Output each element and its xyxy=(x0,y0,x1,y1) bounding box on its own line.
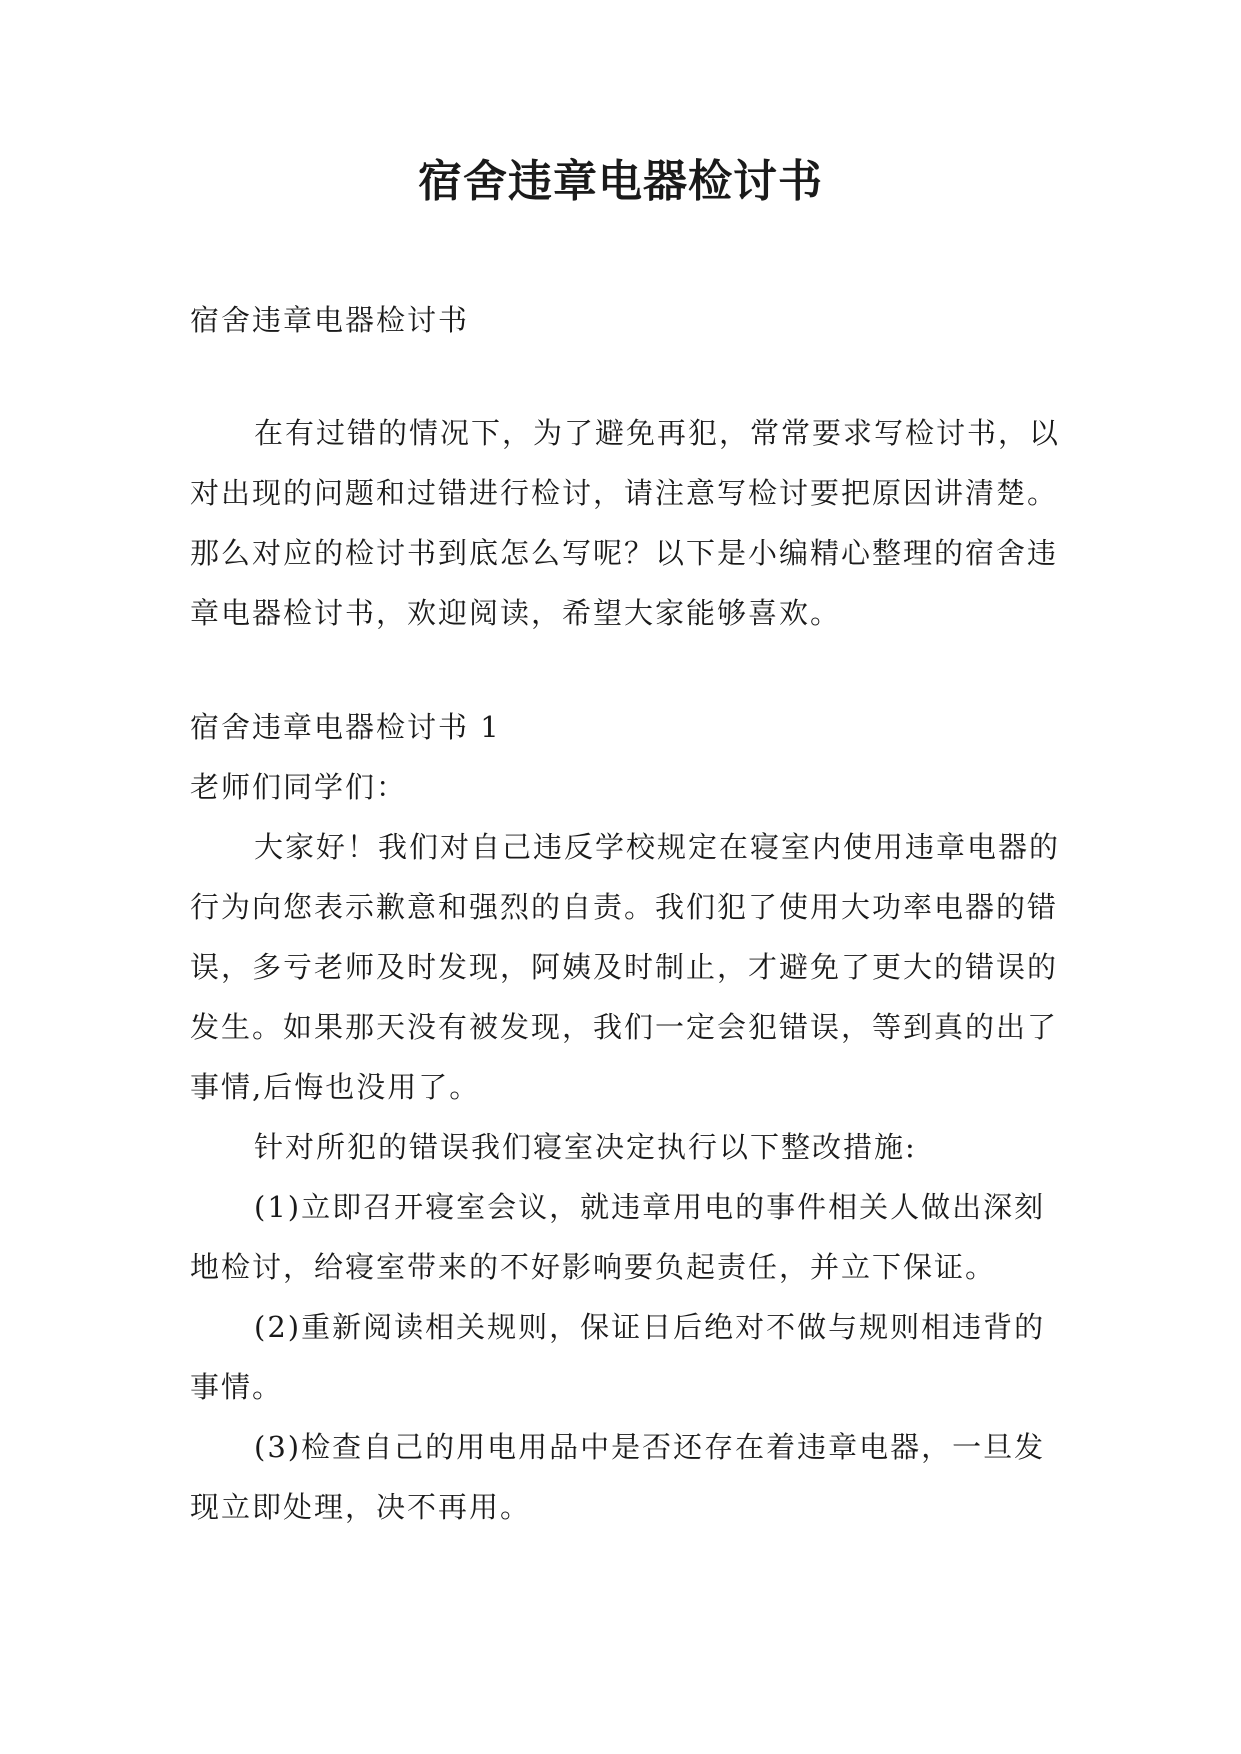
body-paragraph-2: 针对所犯的错误我们寝室决定执行以下整改措施: xyxy=(254,1130,917,1164)
intro-paragraph: 在有过错的情况下，为了避免再犯，常常要求写检讨书，以对出现的问题和过错进行检讨，请注意写检讨要把原因讲清楚。那么对应的检讨书到底怎么写呢？以下是小编精心整理的宿舍违章电器检讨书，欢迎阅读，希望大家能够喜欢。 xyxy=(190,416,1061,630)
body-paragraph-1: 大家好！我们对自己违反学校规定在寝室内使用违章电器的行为向您表示歉意和强烈的自责。我们犯了使用大功率电器的错误，多亏老师及时发现，阿姨及时制止，才避免了更大的错误的发生。如果那天没有被发现，我们一定会犯错误，等到真的出了事情,后悔也没用了。 xyxy=(190,830,1061,1104)
subtitle-block xyxy=(190,290,1060,350)
document-subtitle: 宿舍违章电器检讨书 xyxy=(190,303,470,337)
section-1 xyxy=(190,697,1060,1537)
measure-item-2: (2)重新阅读相关规则，保证日后绝对不做与规则相违背的事情。 xyxy=(190,1310,1046,1404)
measure-item-3: (3)检查自己的用电用品中是否还存在着违章电器，一旦发现立即处理，决不再用。 xyxy=(190,1430,1046,1524)
intro-block xyxy=(190,403,1060,643)
document-title: 宿舍违章电器检讨书 xyxy=(418,156,823,207)
salutation: 老师们同学们： xyxy=(190,770,408,804)
measure-item-1: (1)立即召开寝室会议，就违章用电的事件相关人做出深刻地检讨，给寝室带来的不好影响要负起责任，并立下保证。 xyxy=(190,1190,1046,1284)
section-heading: 宿舍违章电器检讨书 1 xyxy=(190,710,501,744)
